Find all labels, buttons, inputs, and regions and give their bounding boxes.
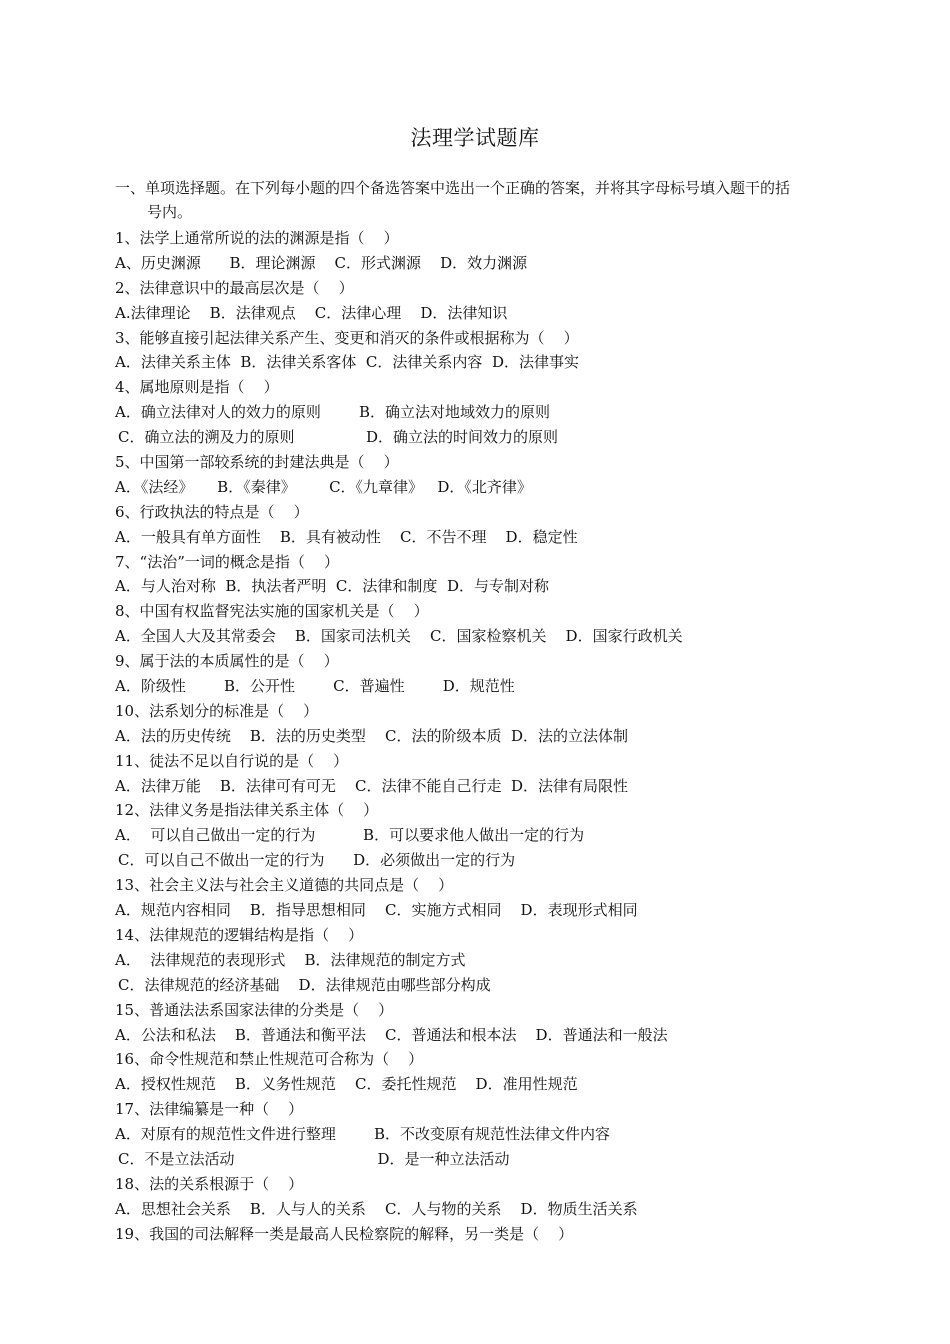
- answer-options: A．对原有的规范性文件进行整理 B．不改变原有规范性法律文件内容: [115, 1125, 611, 1144]
- question-stem: 3、能够直接引起法律关系产生、变更和消灭的条件或根据称为（ ）: [115, 328, 579, 347]
- question-stem: 10、法系划分的标准是（ ）: [115, 701, 319, 720]
- answer-options: A．规范内容相同 B．指导思想相同 C．实施方式相同 D．表现形式相同: [115, 901, 638, 920]
- page-title: 法理学试题库: [410, 126, 540, 150]
- question-stem: 2、法律意识中的最高层次是（ ）: [115, 278, 354, 297]
- question-stem: 9、属于法的本质属性的是（ ）: [115, 652, 339, 671]
- answer-options: A． 法律规范的表现形式 B．法律规范的制定方式: [115, 950, 466, 969]
- answer-options: A．授权性规范 B．义务性规范 C．委托性规范 D．准用性规范: [115, 1075, 578, 1094]
- answer-options: A．全国人大及其常委会 B．国家司法机关 C．国家检察机关 D．国家行政机关: [115, 627, 683, 646]
- question-stem: 11、徒法不足以自行说的是（ ）: [115, 751, 349, 770]
- answer-options: C．确立法的溯及力的原则 D．确立法的时间效力的原则: [118, 428, 559, 447]
- question-stem: 15、普通法法系国家法律的分类是（ ）: [115, 1000, 394, 1019]
- section-heading: [115, 176, 865, 224]
- answer-options: A．公法和私法 B．普通法和衡平法 C．普通法和根本法 D．普通法和一般法: [115, 1025, 668, 1044]
- question-stem: 1、法学上通常所说的法的渊源是指（ ）: [115, 229, 399, 247]
- answer-options: A．确立法律对人的效力的原则 B．确立法对地域效力的原则: [115, 403, 551, 422]
- question-list: [115, 226, 875, 1247]
- question-stem: 8、中国有权监督宪法实施的国家机关是（ ）: [115, 602, 429, 621]
- section-instructions-continued: 号内。: [147, 203, 193, 221]
- question-stem: 14、法律规范的逻辑结构是指（ ）: [115, 925, 364, 944]
- answer-options: C．法律规范的经济基础 D．法律规范由哪些部分构成: [118, 975, 491, 994]
- answer-options: A．思想社会关系 B．人与人的关系 C．人与物的关系 D．物质生活关系: [115, 1199, 638, 1218]
- question-stem: 18、法的关系根源于（ ）: [115, 1174, 304, 1193]
- question-stem: 12、法律义务是指法律关系主体（ ）: [115, 801, 379, 820]
- answer-options: A、历史渊源 B．理论渊源 C．形式渊源 D．效力渊源: [115, 253, 528, 272]
- question-stem: 19、我国的司法解释一类是最高人民检察院的解释，另一类是（ ）: [115, 1224, 574, 1243]
- question-stem: 4、属地原则是指（ ）: [115, 378, 279, 397]
- answer-options: C．可以自己不做出一定的行为 D．必须做出一定的行为: [118, 851, 516, 870]
- question-stem: 6、行政执法的特点是（ ）: [115, 502, 309, 521]
- question-stem: 7、“法治”一词的概念是指（ ）: [115, 552, 339, 571]
- question-stem: 17、法律编纂是一种（ ）: [115, 1100, 304, 1119]
- question-stem: 16、命令性规范和禁止性规范可合称为（ ）: [115, 1050, 424, 1069]
- answer-options: A．阶级性 B．公开性 C．普遍性 D．规范性: [115, 677, 515, 696]
- answer-options: C．不是立法活动 D．是一种立法活动: [118, 1149, 510, 1168]
- answer-options: A． 可以自己做出一定的行为 B．可以要求他人做出一定的行为: [115, 826, 585, 845]
- answer-options: A．法律万能 B．法律可有可无 C．法律不能自己行走 D．法律有局限性: [115, 776, 629, 795]
- answer-options: A．一般具有单方面性 B．具有被动性 C．不告不理 D．稳定性: [115, 527, 578, 546]
- question-stem: 5、中国第一部较系统的封建法典是（ ）: [115, 453, 399, 472]
- answer-options: A．法的历史传统 B．法的历史类型 C．法的阶级本质 D．法的立法体制: [115, 726, 629, 745]
- answer-options: A．法律关系主体 B．法律关系客体 C．法律关系内容 D．法律事实: [115, 353, 579, 372]
- answer-options: A．《法经》 B．《秦律》 C．《九章律》 D．《北齐律》: [115, 477, 532, 496]
- answer-options: A．与人治对称 B．执法者严明 C．法律和制度 D．与专制对称: [115, 577, 549, 596]
- answer-options: A.法律理论 B．法律观点 C．法律心理 D．法律知识: [115, 303, 508, 322]
- section-instructions: 一、单项选择题。在下列每小题的四个备选答案中选出一个正确的答案，并将其字母标号填入题干的括: [115, 179, 791, 197]
- question-stem: 13、社会主义法与社会主义道德的共同点是（ ）: [115, 876, 454, 895]
